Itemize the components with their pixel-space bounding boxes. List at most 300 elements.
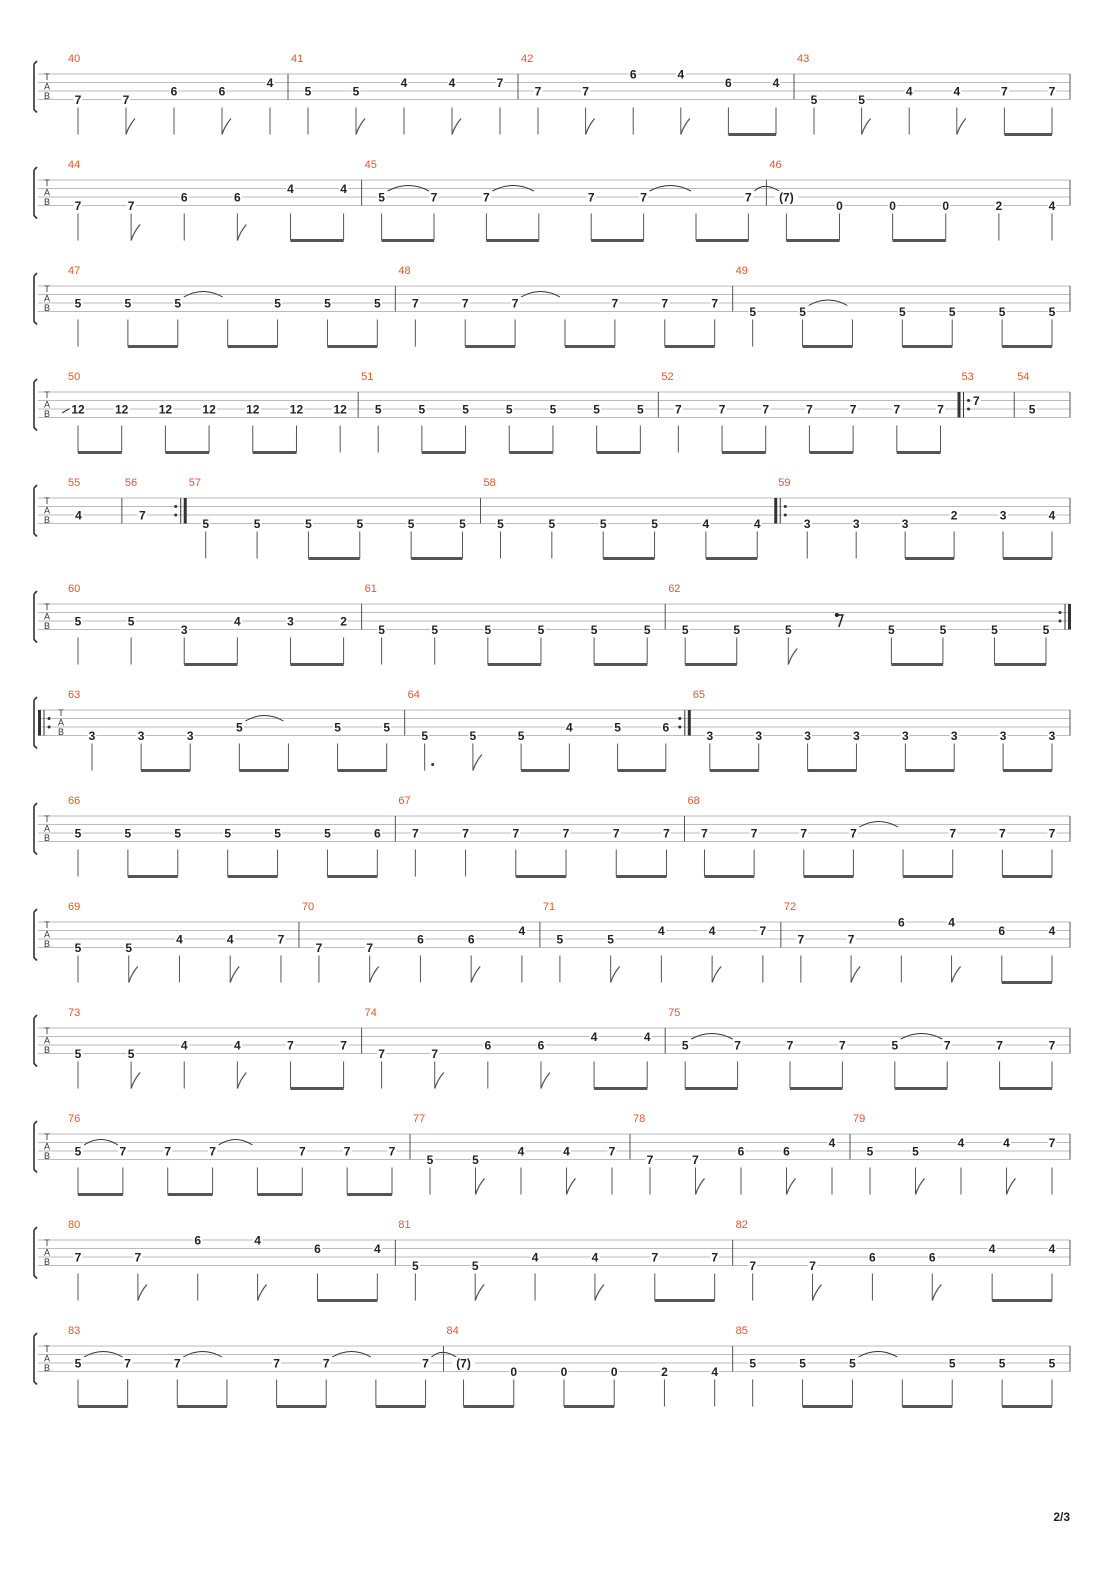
tab-clef-letter: A <box>43 1035 51 1046</box>
tab-clef-letter: T <box>44 284 50 294</box>
fret-number: 6 <box>737 1144 745 1159</box>
note-flag <box>222 119 231 135</box>
fret-number: 7 <box>74 1250 82 1265</box>
tab-clef-letter: T <box>44 1026 50 1036</box>
fret-number: 5 <box>1048 1356 1056 1371</box>
fret-number: 5 <box>484 622 492 637</box>
fret-number: 7 <box>430 190 438 205</box>
fret-number: 4 <box>590 1029 598 1044</box>
repeat-dot <box>678 726 681 729</box>
measure-number: 59 <box>778 477 791 489</box>
fret-number: 4 <box>1048 508 1056 523</box>
tab-clef-letter: B <box>43 91 51 101</box>
fret-number: 7 <box>999 826 1006 841</box>
measure-number: 79 <box>853 1113 866 1125</box>
fret-number: 2 <box>340 614 347 629</box>
fret-number: 7 <box>711 1250 719 1265</box>
measure-number: 46 <box>769 159 782 171</box>
fret-number: 7 <box>608 1144 616 1159</box>
repeat-start-barline <box>958 392 961 418</box>
fret-number: 4 <box>677 67 685 82</box>
fret-number: 5 <box>74 1046 82 1061</box>
fret-number: 5 <box>74 940 82 955</box>
tab-clef-letter: T <box>44 1132 50 1142</box>
measure-number: 78 <box>633 1113 646 1125</box>
repeat-dot <box>967 408 970 411</box>
fret-number: 6 <box>180 190 188 205</box>
fret-number: 7 <box>750 826 758 841</box>
fret-number: 7 <box>996 1038 1003 1053</box>
fret-number: 7 <box>462 826 469 841</box>
fret-number: 5 <box>593 402 600 417</box>
system-bracket <box>34 1333 37 1385</box>
fret-number: 7 <box>340 1038 347 1053</box>
fret-number: 2 <box>950 508 958 523</box>
fret-number: 5 <box>127 1046 135 1061</box>
fret-number: 5 <box>459 516 466 531</box>
measure-number: 84 <box>446 1325 459 1337</box>
eighth-rest-dot <box>835 613 839 617</box>
fret-number: 5 <box>636 402 644 417</box>
measure-number: 82 <box>735 1219 748 1231</box>
fret-number: 7 <box>692 1152 699 1167</box>
fret-number: 7 <box>612 826 620 841</box>
system-bracket <box>34 909 37 961</box>
repeat-end-barline <box>184 498 187 524</box>
note-flag <box>230 967 239 983</box>
fret-number: 5 <box>548 516 556 531</box>
fret-number: 4 <box>75 508 82 523</box>
fret-number: 4 <box>448 75 456 90</box>
tab-system <box>34 477 1070 559</box>
fret-number: 5 <box>799 1356 806 1371</box>
note-flag <box>787 1179 796 1195</box>
fret-number: 5 <box>651 516 658 531</box>
fret-number: 7 <box>411 296 419 311</box>
fret-number: 0 <box>610 1364 618 1379</box>
fret-number: 4 <box>702 516 710 531</box>
note-flag <box>237 225 246 241</box>
tab-clef-letter: T <box>44 178 50 188</box>
fret-number: 12 <box>289 402 304 417</box>
fret-number: 5 <box>274 826 281 841</box>
fret-number: 5 <box>74 614 82 629</box>
tab-system <box>34 583 1071 665</box>
fret-number: 5 <box>939 622 947 637</box>
fret-number: 5 <box>497 516 504 531</box>
fret-number: 5 <box>378 190 385 205</box>
fret-number: 7 <box>850 826 857 841</box>
note-flag <box>916 1179 925 1195</box>
tab-clef-letter: B <box>43 1151 51 1161</box>
fret-number: 6 <box>314 1241 321 1256</box>
note-flag <box>851 967 860 983</box>
fret-number: 7 <box>431 1046 439 1061</box>
fret-number: 7 <box>1048 84 1056 99</box>
tab-clef-letter: T <box>44 814 50 824</box>
fret-number: 4 <box>1003 1135 1010 1150</box>
repeat-dot <box>784 505 787 508</box>
fret-number: 4 <box>957 1135 965 1150</box>
measure-number: 81 <box>398 1219 411 1231</box>
fret-number: 0 <box>942 198 950 213</box>
note-flag <box>595 1285 604 1301</box>
tab-clef-letter: B <box>43 939 51 949</box>
fret-number: 6 <box>725 75 732 90</box>
tab-clef-letter: B <box>43 515 51 525</box>
fret-number: 3 <box>852 516 860 531</box>
fret-number: 5 <box>224 826 232 841</box>
fret-number: 5 <box>421 728 429 743</box>
fret-number: 3 <box>287 614 294 629</box>
fret-number: 5 <box>948 304 956 319</box>
fret-number: 5 <box>74 1356 82 1371</box>
fret-number: 7 <box>611 296 619 311</box>
fret-number: 7 <box>661 296 669 311</box>
fret-number: 4 <box>517 1144 525 1159</box>
note-flag <box>567 1179 576 1195</box>
fret-number: 5 <box>74 296 82 311</box>
fret-number: 7 <box>849 402 857 417</box>
tab-clef-letter: A <box>57 717 65 728</box>
tab-clef-letter: B <box>43 833 51 843</box>
system-bracket <box>34 1121 37 1173</box>
fret-number: 5 <box>784 622 792 637</box>
fret-number: 4 <box>180 1038 188 1053</box>
fret-number: 5 <box>888 622 895 637</box>
tab-system <box>34 795 1070 877</box>
fret-number: 12 <box>202 402 216 417</box>
fret-number: 4 <box>373 1241 381 1256</box>
tab-system <box>34 371 1070 453</box>
fret-number: 7 <box>711 296 719 311</box>
measure-number: 69 <box>68 901 81 913</box>
tab-clef-letter: A <box>43 611 51 622</box>
measure-number: 71 <box>542 901 556 913</box>
fret-number: 12 <box>333 402 347 417</box>
measure-number: 50 <box>68 371 81 383</box>
fret-number: 3 <box>853 728 860 743</box>
tab-clef-letter: A <box>43 1141 51 1152</box>
fret-number: 4 <box>828 1135 836 1150</box>
fret-number: 5 <box>549 402 557 417</box>
tab-clef-letter: T <box>44 1344 50 1354</box>
fret-number: 7 <box>562 826 570 841</box>
fret-number: 6 <box>928 1250 936 1265</box>
fret-number: 4 <box>753 516 761 531</box>
fret-number: 3 <box>1048 728 1056 743</box>
note-flag <box>452 119 461 135</box>
measure-number: 61 <box>364 583 377 595</box>
fret-number: 7 <box>937 402 944 417</box>
fret-number: 7 <box>119 1144 127 1159</box>
repeat-dot <box>678 717 681 720</box>
fret-number: 4 <box>226 932 234 947</box>
note-flag <box>586 119 595 135</box>
fret-number: 6 <box>783 1144 790 1159</box>
system-bracket <box>34 1015 37 1067</box>
fret-number: 5 <box>74 826 82 841</box>
fret-number: 7 <box>646 1152 654 1167</box>
fret-number: 7 <box>759 923 767 938</box>
note-flag <box>611 967 620 983</box>
fret-number: 5 <box>426 1152 434 1167</box>
tab-clef-letter: T <box>58 708 64 718</box>
note-flag <box>952 967 961 983</box>
note-flag <box>131 225 140 241</box>
note-flag <box>471 967 480 983</box>
fret-number: 7 <box>512 826 520 841</box>
fret-number: 6 <box>234 190 241 205</box>
measure-number: 60 <box>68 583 81 595</box>
tab-clef-letter: T <box>44 496 50 506</box>
fret-number: 3 <box>186 728 194 743</box>
repeat-end-barline <box>688 710 691 736</box>
repeat-start-barline <box>38 710 41 736</box>
fret-number: 3 <box>901 516 909 531</box>
fret-number: 12 <box>246 402 260 417</box>
measure-number: 55 <box>68 477 81 489</box>
fret-number: 3 <box>902 728 909 743</box>
note-flag <box>541 1073 550 1089</box>
repeat-dot <box>48 717 51 720</box>
repeat-dot <box>174 514 177 517</box>
fret-number: 5 <box>590 622 598 637</box>
fret-number: 7 <box>745 190 752 205</box>
fret-number: 5 <box>681 622 689 637</box>
fret-number: 3 <box>88 728 96 743</box>
fret-number: 7 <box>127 198 135 213</box>
note-flag <box>370 967 379 983</box>
fret-number: 5 <box>799 304 806 319</box>
fret-number: 12 <box>71 402 85 417</box>
fret-number: 7 <box>749 1258 757 1273</box>
repeat-dot <box>48 726 51 729</box>
measure-number: 83 <box>68 1325 81 1337</box>
fret-number: 3 <box>180 622 188 637</box>
fret-number: 5 <box>471 1258 479 1273</box>
measure-number: 45 <box>364 159 377 171</box>
fret-number: 7 <box>718 402 726 417</box>
fret-number: 4 <box>563 1144 570 1159</box>
note-flag <box>681 119 690 135</box>
repeat-end-barline <box>1068 604 1071 630</box>
fret-number: 5 <box>373 296 381 311</box>
fret-number: 5 <box>124 826 132 841</box>
fret-number: 4 <box>711 1364 719 1379</box>
fret-number: 7 <box>273 1356 280 1371</box>
fret-number: 7 <box>511 296 519 311</box>
fret-number: 4 <box>643 1029 651 1044</box>
fret-number: 5 <box>643 622 651 637</box>
tab-system <box>34 1325 1070 1407</box>
tab-clef-letter: T <box>44 72 50 82</box>
repeat-dot <box>784 514 787 517</box>
measure-number: 80 <box>68 1219 81 1231</box>
tab-system <box>34 1219 1070 1301</box>
fret-number: 5 <box>324 296 331 311</box>
fret-number: 7 <box>134 1250 142 1265</box>
fret-number: 6 <box>170 84 178 99</box>
fret-number: 7 <box>322 1356 330 1371</box>
tab-clef-letter: A <box>43 1247 51 1258</box>
fret-number: 5 <box>469 728 477 743</box>
note-flag <box>131 1073 140 1089</box>
fret-number: 5 <box>125 940 133 955</box>
fret-number: 4 <box>1048 198 1056 213</box>
fret-number: 6 <box>998 923 1006 938</box>
fret-number: 7 <box>483 190 490 205</box>
fret-number: 7 <box>847 932 855 947</box>
fret-number: 7 <box>797 932 805 947</box>
fret-number: 5 <box>1042 622 1050 637</box>
tab-clef-letter: A <box>43 823 51 834</box>
fret-number: 4 <box>658 923 665 938</box>
measure-number: 74 <box>364 1007 377 1019</box>
fret-number: 4 <box>176 932 183 947</box>
measure-number: 49 <box>735 265 748 277</box>
fret-number: 5 <box>898 304 906 319</box>
tab-system <box>34 1007 1070 1089</box>
measure-number: 72 <box>783 901 797 913</box>
fret-number: 5 <box>681 1038 689 1053</box>
fret-number: 7 <box>973 393 980 408</box>
measure-number: 56 <box>124 477 138 489</box>
tab-system <box>34 159 1070 241</box>
tab-clef-letter: B <box>43 303 51 313</box>
fret-number: 7 <box>800 826 808 841</box>
fret-number: 4 <box>518 923 526 938</box>
tab-clef-letter: B <box>43 1363 51 1373</box>
fret-number: 4 <box>953 84 961 99</box>
fret-number: 7 <box>1048 1135 1056 1150</box>
fret-number: 7 <box>640 190 647 205</box>
fret-number: 7 <box>674 402 682 417</box>
fret-number: 3 <box>755 728 763 743</box>
measure-number: 44 <box>68 159 81 171</box>
fret-number: 5 <box>810 92 818 107</box>
fret-number: 6 <box>869 1250 876 1265</box>
fret-number: 5 <box>74 1144 82 1159</box>
fret-number: 7 <box>587 190 595 205</box>
measure-number: 68 <box>687 795 700 807</box>
measure-number: 43 <box>797 53 810 65</box>
measure-number: 40 <box>68 53 81 65</box>
note-flag <box>129 967 138 983</box>
fret-number: 4 <box>400 75 408 90</box>
fret-number: 6 <box>629 67 637 82</box>
note-flag <box>957 119 966 135</box>
note-flag <box>138 1285 147 1301</box>
fret-number: 3 <box>950 728 958 743</box>
tab-clef-letter: B <box>43 621 51 631</box>
measure-number: 73 <box>68 1007 81 1019</box>
note-flag <box>696 1179 705 1195</box>
tab-clef-letter: A <box>43 1353 51 1364</box>
fret-number: 5 <box>599 516 607 531</box>
fret-number: 5 <box>517 728 525 743</box>
fret-number: 6 <box>662 720 670 735</box>
measure-number: 48 <box>398 265 411 277</box>
fret-number: 4 <box>340 181 347 196</box>
fret-number: 7 <box>943 1038 951 1053</box>
fret-number: 3 <box>999 728 1007 743</box>
fret-number: 0 <box>560 1364 568 1379</box>
note-flag <box>862 119 871 135</box>
fret-number: 7 <box>809 1258 816 1273</box>
measure-number: 63 <box>68 689 81 701</box>
fret-number: 7 <box>582 84 589 99</box>
fret-number: 5 <box>749 1356 757 1371</box>
fret-number: 7 <box>651 1250 659 1265</box>
tab-clef-letter: A <box>43 187 51 198</box>
measure-number: 66 <box>68 795 81 807</box>
measure-number: 42 <box>521 53 534 65</box>
note-flag <box>258 1285 267 1301</box>
fret-number: 3 <box>999 508 1007 523</box>
fret-number: 5 <box>274 296 281 311</box>
system-bracket <box>34 273 37 325</box>
fret-number: 5 <box>356 516 364 531</box>
fret-number: 5 <box>411 1258 419 1273</box>
fret-number: 6 <box>484 1038 492 1053</box>
fret-number: 4 <box>772 75 780 90</box>
note-flag <box>932 1285 941 1301</box>
fret-number: 7 <box>411 826 419 841</box>
system-bracket <box>34 697 37 749</box>
fret-number: 7 <box>839 1038 846 1053</box>
fret-number: 4 <box>988 1241 996 1256</box>
fret-number: 7 <box>701 826 708 841</box>
repeat-start-barline <box>774 498 777 524</box>
measure-number: 75 <box>668 1007 681 1019</box>
fret-number: 3 <box>137 728 145 743</box>
fret-number: 5 <box>431 622 439 637</box>
fret-number: 0 <box>510 1364 518 1379</box>
fret-number: 5 <box>383 720 391 735</box>
fret-number: 5 <box>505 402 513 417</box>
fret-number: 2 <box>661 1364 668 1379</box>
measure-number: 67 <box>398 795 411 807</box>
fret-number: 6 <box>194 1233 202 1248</box>
fret-number: 6 <box>897 915 905 930</box>
note-flag <box>476 1179 485 1195</box>
measure-number: 77 <box>413 1113 426 1125</box>
fret-number: 5 <box>998 1356 1006 1371</box>
fret-number: 4 <box>234 1038 241 1053</box>
measure-number: 62 <box>668 583 681 595</box>
fret-number: 5 <box>352 84 360 99</box>
fret-number: 5 <box>235 720 243 735</box>
fret-number: 7 <box>366 940 374 955</box>
tab-clef-letter: T <box>44 390 50 400</box>
fret-number: 5 <box>334 720 341 735</box>
fret-number: 5 <box>912 1144 919 1159</box>
fret-number: 12 <box>158 402 173 417</box>
fret-number: 7 <box>277 932 285 947</box>
fret-number: 5 <box>866 1144 874 1159</box>
fret-number: 7 <box>122 92 130 107</box>
fret-number: 6 <box>467 932 475 947</box>
fret-number: 4 <box>254 1233 261 1248</box>
note-flag <box>356 119 365 135</box>
note-flag <box>788 649 797 665</box>
repeat-dot <box>1059 611 1062 614</box>
measure-number: 57 <box>188 477 201 489</box>
fret-number: 7 <box>534 84 542 99</box>
fret-number: 4 <box>287 181 294 196</box>
system-bracket <box>34 591 37 643</box>
